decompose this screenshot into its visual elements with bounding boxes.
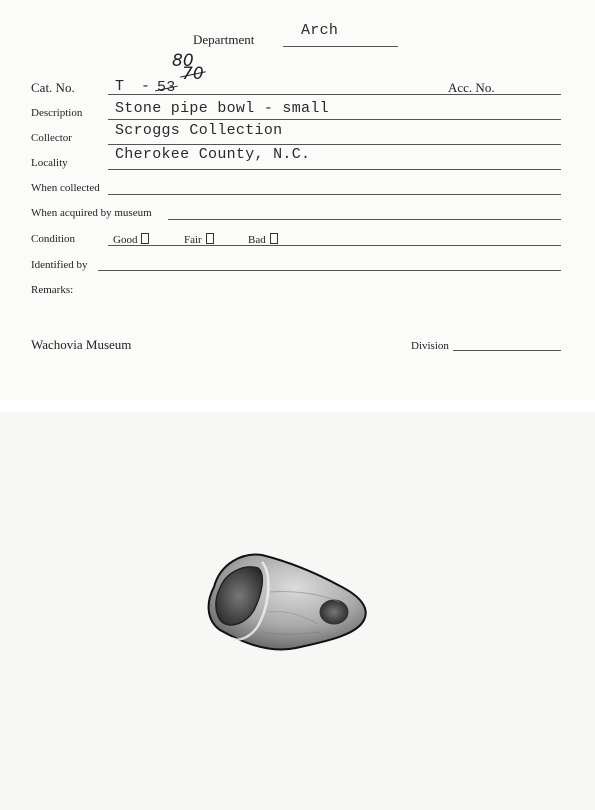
collector-label: Collector — [31, 132, 72, 144]
department-value: Arch — [301, 22, 339, 39]
locality-value: Cherokee County, N.C. — [115, 146, 311, 163]
condition-label: Condition — [31, 233, 76, 245]
description-label: Description — [31, 107, 83, 119]
card-separator — [0, 400, 595, 412]
remarks-label: Remarks: — [31, 284, 74, 296]
catalog-card-back — [0, 412, 595, 810]
condition-line — [108, 245, 561, 246]
when-collected-label: When collected — [31, 182, 100, 194]
collector-value: Scroggs Collection — [115, 122, 283, 139]
cat-no-new-top: 80 — [172, 51, 194, 71]
condition-fair-box — [206, 233, 214, 244]
museum-name: Wachovia Museum — [31, 337, 132, 352]
cat-no-label: Cat. No. — [31, 80, 75, 95]
pipe-bowl-drawing — [0, 412, 595, 810]
cat-no-old-struck: 53 — [157, 79, 176, 96]
division-line — [453, 350, 561, 351]
department-line — [283, 46, 398, 47]
when-acquired-line — [168, 219, 561, 220]
collector-line — [108, 144, 561, 145]
description-value: Stone pipe bowl - small — [115, 100, 329, 117]
cat-no-new-bottom: 70 — [182, 64, 204, 84]
identified-by-label: Identified by — [31, 259, 88, 271]
cat-no-dash: - — [141, 78, 151, 95]
locality-line — [108, 169, 561, 170]
when-collected-line — [108, 194, 561, 195]
pipe-stem-hole — [320, 600, 348, 624]
identified-by-line — [98, 270, 561, 271]
division-label: Division — [411, 340, 449, 352]
condition-bad: Bad — [248, 233, 278, 246]
condition-bad-box — [270, 233, 278, 244]
department-label: Department — [193, 32, 255, 47]
description-line — [108, 119, 561, 120]
cat-no-prefix: T — [115, 78, 125, 95]
condition-fair: Fair — [184, 233, 214, 246]
catalog-card-front — [0, 0, 595, 400]
locality-label: Locality — [31, 157, 68, 169]
acc-no-label: Acc. No. — [448, 80, 495, 95]
condition-good-box — [141, 233, 149, 244]
when-acquired-label: When acquired by museum — [31, 207, 152, 219]
condition-good: Good — [113, 233, 149, 246]
